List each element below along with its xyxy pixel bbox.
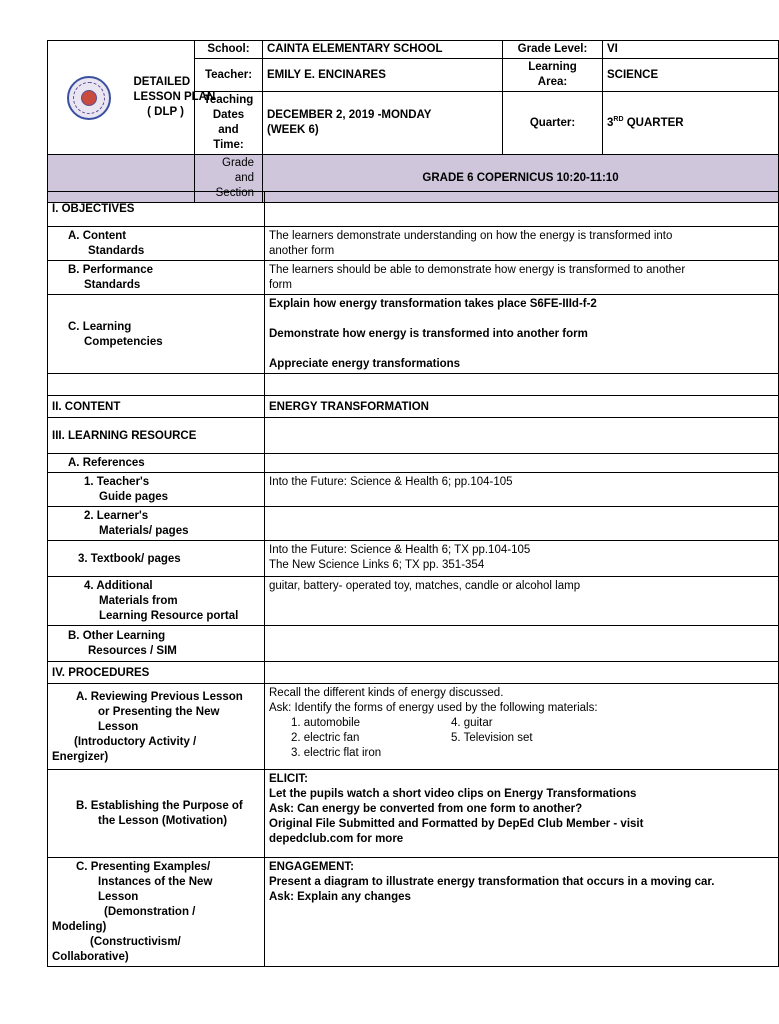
learning-area-value: SCIENCE bbox=[603, 59, 779, 92]
procedure-c-label: C. Presenting Examples/ Instances of the New Lesson (Demonstration / Modeling) (Constructivism/ Collaborative) bbox=[48, 858, 265, 967]
grade-level-label: Grade Level: bbox=[503, 41, 603, 59]
teachers-guide-label: 1. Teacher's Guide pages bbox=[48, 473, 265, 507]
content-heading: II. CONTENT bbox=[48, 396, 265, 418]
references-label: A. References bbox=[48, 454, 265, 473]
school-label: School: bbox=[195, 41, 263, 59]
learning-area-label: Learning Area: bbox=[503, 59, 603, 92]
textbook-value: Into the Future: Science & Health 6; TX pp.104-105 The New Science Links 6; TX pp. 351-354 bbox=[265, 541, 779, 577]
header-table bbox=[47, 40, 779, 203]
doc-title: DETAILED LESSON PLAN ( DLP ) bbox=[130, 41, 195, 155]
dates-value: DECEMBER 2, 2019 -MONDAY (WEEK 6) bbox=[263, 92, 503, 155]
additional-materials-value: guitar, battery- operated toy, matches, candle or alcohol lamp bbox=[265, 577, 779, 626]
teachers-guide-value: Into the Future: Science & Health 6; pp.104-105 bbox=[265, 473, 779, 507]
content-standards-label: A. Content Standards bbox=[48, 227, 265, 261]
procedure-b-label: B. Establishing the Purpose of the Lesson (Motivation) bbox=[48, 770, 265, 858]
learning-competencies-text: Explain how energy transformation takes place S6FE-IIId-f-2 Demonstrate how energy is transformed into another form Appreciate energy transformations bbox=[265, 295, 779, 374]
procedure-c-text: ENGAGEMENT: Present a diagram to illustrate energy transformation that occurs in a moving car. Ask: Explain any changes bbox=[265, 858, 779, 967]
deped-logo-cell bbox=[48, 41, 130, 155]
learning-competencies-label: C. Learning Competencies bbox=[48, 295, 265, 374]
section-value: GRADE 6 COPERNICUS 10:20-11:10 bbox=[263, 155, 779, 203]
content-standards-text: The learners demonstrate understanding on how the energy is transformed into another form bbox=[265, 227, 779, 261]
quarter-label: Quarter: bbox=[503, 92, 603, 155]
other-resources-label: B. Other Learning Resources / SIM bbox=[48, 626, 265, 662]
content-value: ENERGY TRANSFORMATION bbox=[265, 396, 779, 418]
list-item: 5. Television set bbox=[451, 732, 533, 744]
list-item: 3. electric flat iron bbox=[291, 747, 382, 759]
learning-resource-heading: III. LEARNING RESOURCE bbox=[48, 418, 265, 454]
section-label: Grade and Section bbox=[195, 155, 263, 203]
additional-materials-label: 4. Additional Materials from Learning Resource portal bbox=[48, 577, 265, 626]
quarter-value: 3RD QUARTER bbox=[603, 92, 779, 155]
objectives-heading: I. OBJECTIVES bbox=[48, 192, 265, 227]
procedure-b-text: ELICIT: Let the pupils watch a short video clips on Energy Transformations Ask: Can energy be converted from one form to another? Original File Submitted and Formatted by DepEd Club Member - visit depedclub.com for more bbox=[265, 770, 779, 858]
list-item: 1. automobile bbox=[291, 717, 361, 729]
learners-materials-label: 2. Learner's Materials/ pages bbox=[48, 507, 265, 541]
performance-standards-text: The learners should be able to demonstrate how energy is transformed to another form bbox=[265, 261, 779, 295]
list-item: 2. electric fan bbox=[291, 732, 360, 744]
deped-seal-icon bbox=[67, 76, 111, 120]
dates-label: Teaching Dates and Time: bbox=[195, 92, 263, 155]
teacher-label: Teacher: bbox=[195, 59, 263, 92]
procedures-heading: IV. PROCEDURES bbox=[48, 662, 265, 684]
performance-standards-label: B. Performance Standards bbox=[48, 261, 265, 295]
procedure-a-label: A. Reviewing Previous Lesson or Presenting the New Lesson (Introductory Activity / Energizer) bbox=[48, 684, 265, 770]
school-value: CAINTA ELEMENTARY SCHOOL bbox=[263, 41, 503, 59]
textbook-label: 3. Textbook/ pages bbox=[48, 541, 265, 577]
grade-level-value: VI bbox=[603, 41, 779, 59]
procedure-a-text: Recall the different kinds of energy discussed. Ask: Identify the forms of energy used by the following materials: 1. automobile 4. guitar 2. electric fan 5. Television set 3. electric flat iron bbox=[265, 684, 779, 770]
list-item: 4. guitar bbox=[451, 717, 493, 729]
teacher-value: EMILY E. ENCINARES bbox=[263, 59, 503, 92]
lesson-body-table bbox=[47, 191, 779, 967]
